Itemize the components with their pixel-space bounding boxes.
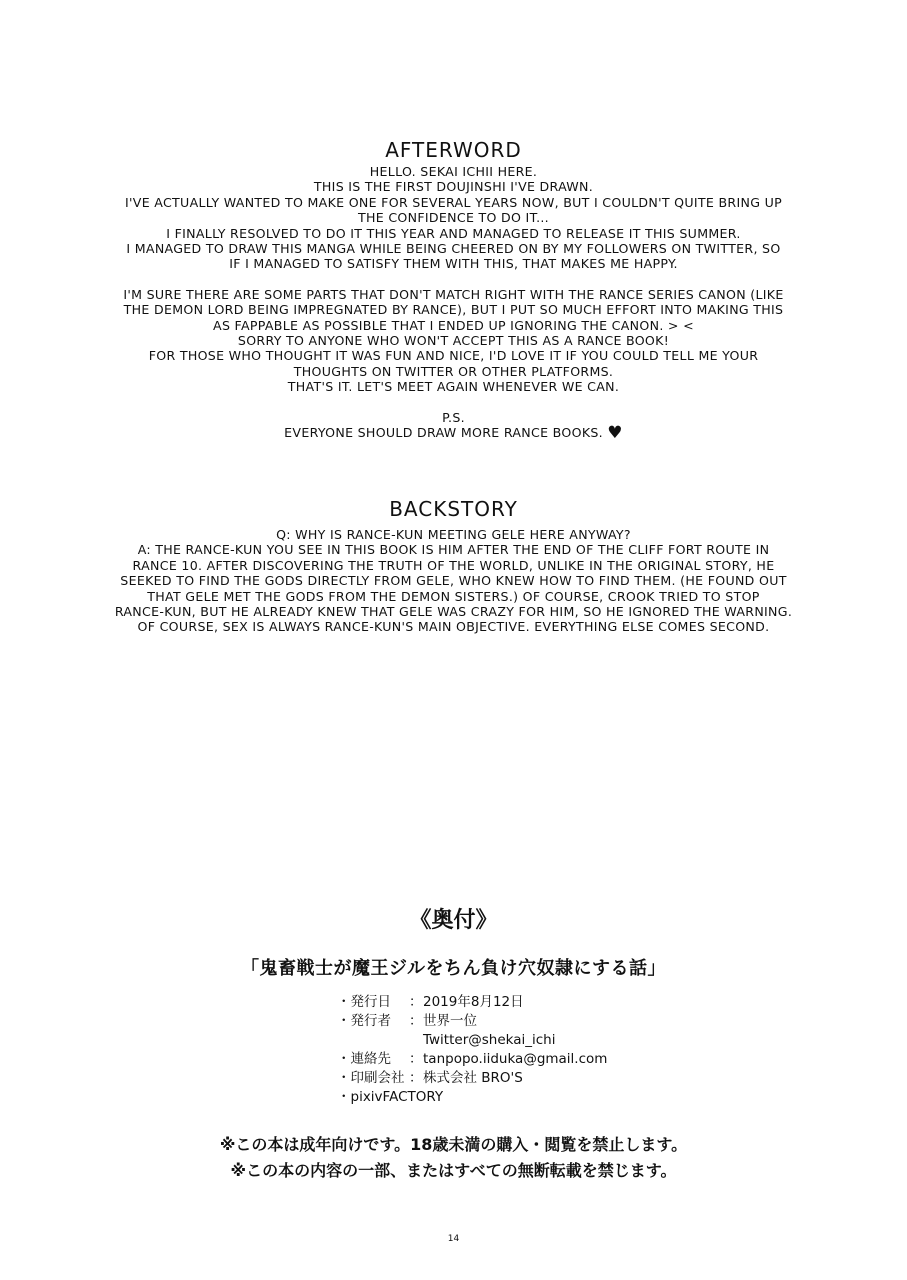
backstory-title: BACKSTORY [389, 497, 518, 521]
legal-notices [0, 1132, 907, 1184]
afterword-body [0, 164, 907, 444]
afterword-paragraph-1 [0, 164, 907, 272]
info-separator [409, 1031, 423, 1050]
info-label: ・連絡先 [337, 1051, 391, 1067]
afterword-line: THE CONFIDENCE TO DO IT... [358, 210, 549, 226]
info-separator: ： [409, 1070, 423, 1086]
info-row-date [337, 993, 607, 1012]
copyright-notice: ※この本の内容の一部、またはすべての無断転載を禁じます。 [230, 1161, 677, 1180]
backstory-line: OF COURSE, SEX IS ALWAYS RANCE-KUN'S MAIN OBJECTIVE. EVERYTHING ELSE COMES SECOND. [137, 619, 770, 635]
afterword-section-heading [0, 138, 907, 162]
backstory-section-heading [0, 497, 907, 521]
info-row-publisher [337, 1012, 607, 1031]
afterword-title: AFTERWORD [385, 138, 522, 162]
backstory-line: RANCE 10. AFTER DISCOVERING THE TRUTH OF THE WORLD, UNLIKE IN THE ORIGINAL STORY, HE [132, 557, 775, 573]
info-separator: ： [409, 1051, 423, 1067]
backstory-body [0, 527, 907, 635]
twitter-handle: Twitter@shekai_ichi [423, 1032, 556, 1048]
contact-email: tanpopo.iiduka@gmail.com [423, 1051, 608, 1067]
afterword-line: THE DEMON LORD BEING IMPREGNATED BY RANCE), BUT I PUT SO MUCH EFFORT INTO MAKING THIS [123, 302, 784, 318]
afterword-line: AS FAPPABLE AS POSSIBLE THAT I ENDED UP IGNORING THE CANON. > < [213, 317, 694, 333]
afterword-line: I FINALLY RESOLVED TO DO IT THIS YEAR AND MANAGED TO RELEASE IT THIS SUMMER. [166, 225, 741, 241]
age-restriction-notice: ※この本は成年向けです。18歳未満の購入・閲覧を禁止します。 [219, 1135, 688, 1154]
backstory-line: THAT GELE MET THE GODS FROM THE DEMON SISTERS.) OF COURSE, CROOK TRIED TO STOP [147, 588, 760, 604]
info-label: ・発行者 [337, 1013, 391, 1029]
info-separator: ： [409, 1013, 423, 1029]
afterword-line: THOUGHTS ON TWITTER OR OTHER PLATFORMS. [293, 363, 614, 379]
info-label: ・印刷会社 [337, 1070, 405, 1086]
backstory-line: RANCE-KUN, BUT HE ALREADY KNEW THAT GELE WAS CRAZY FOR HIM, SO HE IGNORED THE WARNING. [114, 604, 793, 620]
backstory-line: A: THE RANCE-KUN YOU SEE IN THIS BOOK IS HIM AFTER THE END OF THE CLIFF FORT ROUTE IN [137, 542, 770, 558]
info-value: 株式会社 BRO'S [423, 1070, 523, 1086]
afterword-postscript [0, 409, 907, 444]
book-title: 「鬼畜戦士が魔王ジルをちん負け穴奴隷にする話」 [240, 958, 667, 979]
info-value: 世界一位 [423, 1013, 477, 1029]
afterword-line: HELLO. SEKAI ICHII HERE. [369, 164, 538, 179]
afterword-line: IF I MANAGED TO SATISFY THEM WITH THIS, THAT MAKES ME HAPPY. [229, 256, 678, 272]
info-separator: ： [409, 994, 423, 1010]
afterword-line: I MANAGED TO DRAW THIS MANGA WHILE BEING CHEERED ON BY MY FOLLOWERS ON TWITTER, SO [126, 241, 781, 257]
afterword-line: THAT'S IT. LET'S MEET AGAIN WHENEVER WE CAN. [287, 379, 620, 395]
afterword-paragraph-2 [0, 287, 907, 395]
afterword-line: I'VE ACTUALLY WANTED TO MAKE ONE FOR SEVERAL YEARS NOW, BUT I COULDN'T QUITE BRING UP [125, 194, 782, 210]
afterword-line: I'M SURE THERE ARE SOME PARTS THAT DON'T MATCH RIGHT WITH THE RANCE SERIES CANON (LIKE [123, 286, 784, 302]
info-row-factory [337, 1088, 607, 1107]
publication-info-table [337, 993, 607, 1107]
info-label [337, 1031, 409, 1050]
info-row-printer [337, 1069, 607, 1088]
colophon-title: 《奥付》 [409, 908, 498, 933]
afterword-line: FOR THOSE WHO THOUGHT IT WAS FUN AND NICE, I'D LOVE IT IF YOU COULD TELL ME YOUR [148, 348, 759, 364]
backstory-line: SEEKED TO FIND THE GODS DIRECTLY FROM GELE, WHO KNEW HOW TO FIND THEM. (HE FOUND OUT [120, 573, 787, 589]
info-label: ・発行日 [337, 994, 391, 1010]
page-number: 14 [447, 1234, 460, 1244]
info-value: 2019年8月12日 [423, 994, 524, 1010]
ps-label: P.S. [442, 409, 465, 425]
ps-text: EVERYONE SHOULD DRAW MORE RANCE BOOKS. [284, 425, 603, 441]
paragraph-spacer [0, 272, 907, 287]
paragraph-spacer [0, 395, 907, 410]
info-row-twitter [337, 1031, 607, 1050]
info-label: ・pixivFACTORY [337, 1089, 444, 1105]
backstory-line: Q: WHY IS RANCE-KUN MEETING GELE HERE ANYWAY? [276, 527, 631, 542]
ps-line [0, 423, 907, 444]
heart-icon: ♥ [607, 423, 623, 444]
info-row-contact [337, 1050, 607, 1069]
afterword-line: SORRY TO ANYONE WHO WON'T ACCEPT THIS AS A RANCE BOOK! [237, 333, 670, 349]
afterword-line: THIS IS THE FIRST DOUJINSHI I'VE DRAWN. [313, 179, 594, 195]
